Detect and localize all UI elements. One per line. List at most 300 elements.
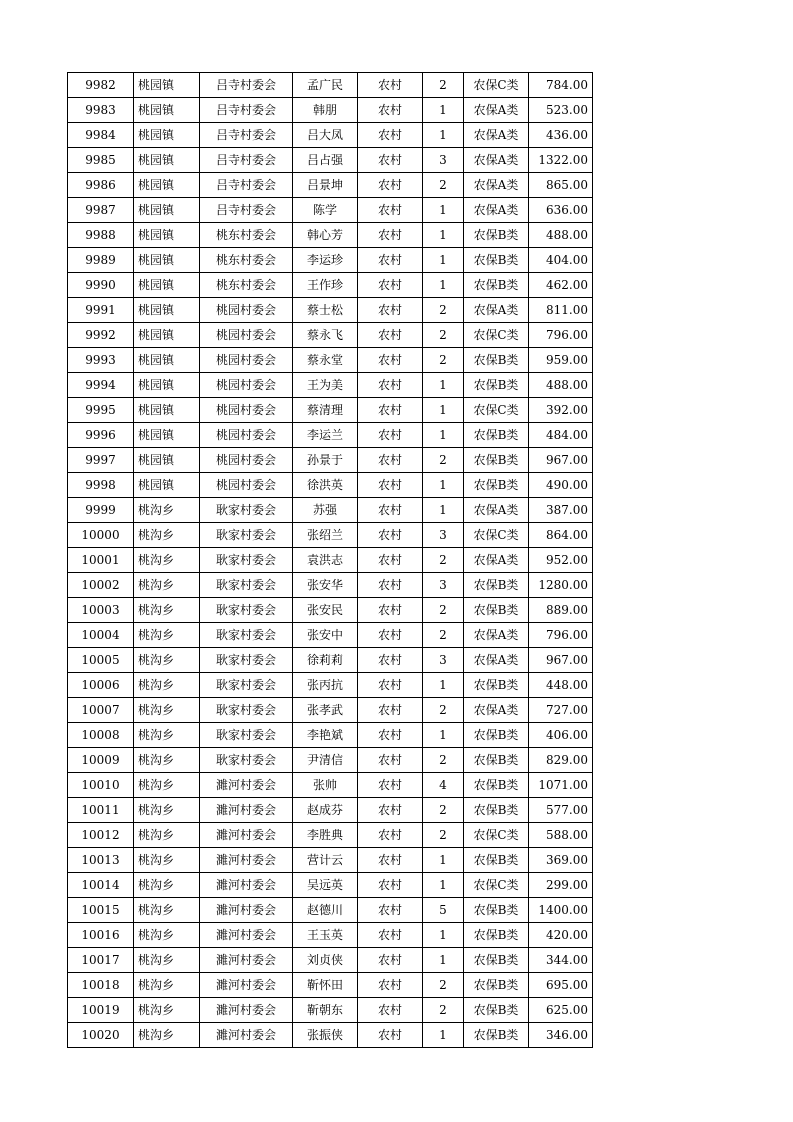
residence-type-cell: 农村	[358, 398, 423, 423]
insurance-category-cell: 农保A类	[464, 623, 529, 648]
person-name-cell: 韩心芳	[293, 223, 358, 248]
person-name-cell: 孟广民	[293, 73, 358, 98]
village-committee-cell: 濉河村委会	[200, 898, 293, 923]
record-number-cell: 9992	[68, 323, 134, 348]
township-cell: 桃沟乡	[134, 823, 200, 848]
household-count-cell: 3	[423, 573, 464, 598]
person-name-cell: 吕景坤	[293, 173, 358, 198]
residence-type-cell: 农村	[358, 98, 423, 123]
township-cell: 桃园镇	[134, 373, 200, 398]
amount-cell: 577.00	[529, 798, 593, 823]
record-number-cell: 9999	[68, 498, 134, 523]
residence-type-cell: 农村	[358, 1023, 423, 1048]
amount-cell: 864.00	[529, 523, 593, 548]
village-committee-cell: 耿家村委会	[200, 548, 293, 573]
household-table	[67, 72, 593, 1048]
amount-cell: 406.00	[529, 723, 593, 748]
person-name-cell: 赵成芬	[293, 798, 358, 823]
table-row	[68, 273, 593, 298]
amount-cell: 727.00	[529, 698, 593, 723]
table-row	[68, 948, 593, 973]
amount-cell: 796.00	[529, 623, 593, 648]
table-row	[68, 173, 593, 198]
amount-cell: 784.00	[529, 73, 593, 98]
residence-type-cell: 农村	[358, 173, 423, 198]
amount-cell: 959.00	[529, 348, 593, 373]
record-number-cell: 10010	[68, 773, 134, 798]
village-committee-cell: 濉河村委会	[200, 948, 293, 973]
household-count-cell: 2	[423, 823, 464, 848]
record-number-cell: 10015	[68, 898, 134, 923]
village-committee-cell: 耿家村委会	[200, 498, 293, 523]
record-number-cell: 10014	[68, 873, 134, 898]
table-row	[68, 398, 593, 423]
amount-cell: 448.00	[529, 673, 593, 698]
household-count-cell: 2	[423, 548, 464, 573]
table-row	[68, 823, 593, 848]
record-number-cell: 9983	[68, 98, 134, 123]
record-number-cell: 10001	[68, 548, 134, 573]
table-row	[68, 573, 593, 598]
amount-cell: 811.00	[529, 298, 593, 323]
amount-cell: 369.00	[529, 848, 593, 873]
table-row	[68, 498, 593, 523]
village-committee-cell: 耿家村委会	[200, 673, 293, 698]
record-number-cell: 10020	[68, 1023, 134, 1048]
insurance-category-cell: 农保B类	[464, 248, 529, 273]
person-name-cell: 李运兰	[293, 423, 358, 448]
insurance-category-cell: 农保B类	[464, 473, 529, 498]
village-committee-cell: 耿家村委会	[200, 573, 293, 598]
household-count-cell: 1	[423, 248, 464, 273]
amount-cell: 488.00	[529, 373, 593, 398]
amount-cell: 829.00	[529, 748, 593, 773]
residence-type-cell: 农村	[358, 348, 423, 373]
village-committee-cell: 吕寺村委会	[200, 73, 293, 98]
household-count-cell: 1	[423, 98, 464, 123]
insurance-category-cell: 农保C类	[464, 523, 529, 548]
household-count-cell: 1	[423, 848, 464, 873]
person-name-cell: 孙景于	[293, 448, 358, 473]
village-committee-cell: 耿家村委会	[200, 623, 293, 648]
table-row	[68, 98, 593, 123]
record-number-cell: 10017	[68, 948, 134, 973]
table-row	[68, 73, 593, 98]
township-cell: 桃园镇	[134, 198, 200, 223]
township-cell: 桃园镇	[134, 423, 200, 448]
table-row	[68, 973, 593, 998]
amount-cell: 1322.00	[529, 148, 593, 173]
insurance-category-cell: 农保B类	[464, 848, 529, 873]
amount-cell: 346.00	[529, 1023, 593, 1048]
township-cell: 桃沟乡	[134, 748, 200, 773]
household-count-cell: 3	[423, 148, 464, 173]
person-name-cell: 蔡士松	[293, 298, 358, 323]
table-row	[68, 148, 593, 173]
township-cell: 桃园镇	[134, 123, 200, 148]
table-row	[68, 248, 593, 273]
person-name-cell: 李胜典	[293, 823, 358, 848]
insurance-category-cell: 农保A类	[464, 698, 529, 723]
insurance-category-cell: 农保B类	[464, 973, 529, 998]
household-count-cell: 2	[423, 798, 464, 823]
record-number-cell: 10016	[68, 923, 134, 948]
village-committee-cell: 耿家村委会	[200, 723, 293, 748]
residence-type-cell: 农村	[358, 723, 423, 748]
person-name-cell: 营计云	[293, 848, 358, 873]
record-number-cell: 10004	[68, 623, 134, 648]
household-count-cell: 1	[423, 373, 464, 398]
village-committee-cell: 濉河村委会	[200, 848, 293, 873]
insurance-category-cell: 农保C类	[464, 73, 529, 98]
village-committee-cell: 桃园村委会	[200, 373, 293, 398]
township-cell: 桃园镇	[134, 448, 200, 473]
amount-cell: 588.00	[529, 823, 593, 848]
record-number-cell: 10003	[68, 598, 134, 623]
record-number-cell: 9982	[68, 73, 134, 98]
insurance-category-cell: 农保B类	[464, 423, 529, 448]
township-cell: 桃沟乡	[134, 648, 200, 673]
table-row	[68, 348, 593, 373]
township-cell: 桃沟乡	[134, 998, 200, 1023]
insurance-category-cell: 农保A类	[464, 98, 529, 123]
residence-type-cell: 农村	[358, 848, 423, 873]
insurance-category-cell: 农保B类	[464, 1023, 529, 1048]
record-number-cell: 9993	[68, 348, 134, 373]
residence-type-cell: 农村	[358, 473, 423, 498]
household-count-cell: 2	[423, 598, 464, 623]
insurance-category-cell: 农保B类	[464, 273, 529, 298]
person-name-cell: 赵德川	[293, 898, 358, 923]
person-name-cell: 王玉英	[293, 923, 358, 948]
residence-type-cell: 农村	[358, 423, 423, 448]
record-number-cell: 9995	[68, 398, 134, 423]
township-cell: 桃沟乡	[134, 773, 200, 798]
township-cell: 桃园镇	[134, 398, 200, 423]
residence-type-cell: 农村	[358, 273, 423, 298]
household-count-cell: 2	[423, 298, 464, 323]
residence-type-cell: 农村	[358, 648, 423, 673]
insurance-category-cell: 农保B类	[464, 998, 529, 1023]
amount-cell: 523.00	[529, 98, 593, 123]
residence-type-cell: 农村	[358, 498, 423, 523]
record-number-cell: 10007	[68, 698, 134, 723]
insurance-category-cell: 农保A类	[464, 548, 529, 573]
household-count-cell: 5	[423, 898, 464, 923]
household-count-cell: 2	[423, 748, 464, 773]
person-name-cell: 徐洪英	[293, 473, 358, 498]
township-cell: 桃沟乡	[134, 873, 200, 898]
household-count-cell: 2	[423, 448, 464, 473]
township-cell: 桃沟乡	[134, 898, 200, 923]
record-number-cell: 9998	[68, 473, 134, 498]
amount-cell: 967.00	[529, 448, 593, 473]
household-count-cell: 1	[423, 1023, 464, 1048]
table-row	[68, 873, 593, 898]
residence-type-cell: 农村	[358, 698, 423, 723]
amount-cell: 967.00	[529, 648, 593, 673]
person-name-cell: 靳朝东	[293, 998, 358, 1023]
person-name-cell: 李艳斌	[293, 723, 358, 748]
village-committee-cell: 桃园村委会	[200, 398, 293, 423]
township-cell: 桃沟乡	[134, 498, 200, 523]
household-count-cell: 2	[423, 348, 464, 373]
village-committee-cell: 濉河村委会	[200, 773, 293, 798]
record-number-cell: 10008	[68, 723, 134, 748]
table-row	[68, 473, 593, 498]
table-row	[68, 448, 593, 473]
table-row	[68, 773, 593, 798]
residence-type-cell: 农村	[358, 673, 423, 698]
residence-type-cell: 农村	[358, 298, 423, 323]
township-cell: 桃沟乡	[134, 523, 200, 548]
amount-cell: 462.00	[529, 273, 593, 298]
table-row	[68, 623, 593, 648]
household-count-cell: 1	[423, 473, 464, 498]
township-cell: 桃园镇	[134, 248, 200, 273]
record-number-cell: 10019	[68, 998, 134, 1023]
record-number-cell: 10018	[68, 973, 134, 998]
village-committee-cell: 濉河村委会	[200, 1023, 293, 1048]
insurance-category-cell: 农保B类	[464, 898, 529, 923]
table-row	[68, 1023, 593, 1048]
table-row	[68, 648, 593, 673]
table-row	[68, 523, 593, 548]
village-committee-cell: 桃园村委会	[200, 348, 293, 373]
person-name-cell: 靳怀田	[293, 973, 358, 998]
person-name-cell: 陈学	[293, 198, 358, 223]
person-name-cell: 张丙抗	[293, 673, 358, 698]
residence-type-cell: 农村	[358, 823, 423, 848]
insurance-category-cell: 农保B类	[464, 573, 529, 598]
residence-type-cell: 农村	[358, 623, 423, 648]
record-number-cell: 10005	[68, 648, 134, 673]
record-number-cell: 10012	[68, 823, 134, 848]
village-committee-cell: 桃东村委会	[200, 248, 293, 273]
village-committee-cell: 耿家村委会	[200, 523, 293, 548]
insurance-category-cell: 农保B类	[464, 948, 529, 973]
person-name-cell: 吕大凤	[293, 123, 358, 148]
insurance-category-cell: 农保B类	[464, 773, 529, 798]
village-committee-cell: 吕寺村委会	[200, 148, 293, 173]
township-cell: 桃园镇	[134, 73, 200, 98]
residence-type-cell: 农村	[358, 148, 423, 173]
insurance-category-cell: 农保A类	[464, 198, 529, 223]
record-number-cell: 10002	[68, 573, 134, 598]
person-name-cell: 张绍兰	[293, 523, 358, 548]
household-count-cell: 1	[423, 423, 464, 448]
insurance-category-cell: 农保B类	[464, 923, 529, 948]
township-cell: 桃园镇	[134, 323, 200, 348]
table-row	[68, 298, 593, 323]
village-committee-cell: 桃园村委会	[200, 448, 293, 473]
township-cell: 桃沟乡	[134, 598, 200, 623]
insurance-category-cell: 农保C类	[464, 323, 529, 348]
person-name-cell: 张安华	[293, 573, 358, 598]
township-cell: 桃园镇	[134, 473, 200, 498]
village-committee-cell: 濉河村委会	[200, 973, 293, 998]
township-cell: 桃园镇	[134, 223, 200, 248]
household-count-cell: 2	[423, 698, 464, 723]
person-name-cell: 苏强	[293, 498, 358, 523]
person-name-cell: 刘贞侠	[293, 948, 358, 973]
village-committee-cell: 桃园村委会	[200, 298, 293, 323]
table-row	[68, 898, 593, 923]
village-committee-cell: 吕寺村委会	[200, 173, 293, 198]
household-count-cell: 2	[423, 623, 464, 648]
household-count-cell: 1	[423, 948, 464, 973]
amount-cell: 484.00	[529, 423, 593, 448]
household-count-cell: 2	[423, 973, 464, 998]
insurance-category-cell: 农保A类	[464, 648, 529, 673]
village-committee-cell: 吕寺村委会	[200, 198, 293, 223]
table-row	[68, 123, 593, 148]
table-row	[68, 698, 593, 723]
village-committee-cell: 桃东村委会	[200, 273, 293, 298]
table-body	[68, 73, 593, 1048]
person-name-cell: 韩朋	[293, 98, 358, 123]
person-name-cell: 蔡清理	[293, 398, 358, 423]
township-cell: 桃园镇	[134, 298, 200, 323]
person-name-cell: 袁洪志	[293, 548, 358, 573]
amount-cell: 796.00	[529, 323, 593, 348]
insurance-category-cell: 农保B类	[464, 223, 529, 248]
insurance-category-cell: 农保B类	[464, 448, 529, 473]
residence-type-cell: 农村	[358, 948, 423, 973]
amount-cell: 695.00	[529, 973, 593, 998]
insurance-category-cell: 农保C类	[464, 398, 529, 423]
person-name-cell: 王为美	[293, 373, 358, 398]
residence-type-cell: 农村	[358, 773, 423, 798]
amount-cell: 1280.00	[529, 573, 593, 598]
table-row	[68, 323, 593, 348]
record-number-cell: 9997	[68, 448, 134, 473]
household-count-cell: 1	[423, 398, 464, 423]
township-cell: 桃园镇	[134, 348, 200, 373]
insurance-category-cell: 农保B类	[464, 598, 529, 623]
residence-type-cell: 农村	[358, 573, 423, 598]
person-name-cell: 张安民	[293, 598, 358, 623]
township-cell: 桃沟乡	[134, 548, 200, 573]
record-number-cell: 10011	[68, 798, 134, 823]
insurance-category-cell: 农保B类	[464, 748, 529, 773]
table-row	[68, 798, 593, 823]
amount-cell: 392.00	[529, 398, 593, 423]
residence-type-cell: 农村	[358, 123, 423, 148]
residence-type-cell: 农村	[358, 323, 423, 348]
residence-type-cell: 农村	[358, 248, 423, 273]
amount-cell: 865.00	[529, 173, 593, 198]
residence-type-cell: 农村	[358, 598, 423, 623]
household-count-cell: 1	[423, 673, 464, 698]
village-committee-cell: 吕寺村委会	[200, 123, 293, 148]
table-row	[68, 223, 593, 248]
residence-type-cell: 农村	[358, 448, 423, 473]
amount-cell: 387.00	[529, 498, 593, 523]
amount-cell: 1400.00	[529, 898, 593, 923]
household-count-cell: 2	[423, 998, 464, 1023]
table-row	[68, 373, 593, 398]
table-row	[68, 998, 593, 1023]
table-row	[68, 548, 593, 573]
household-count-cell: 2	[423, 323, 464, 348]
person-name-cell: 张振侠	[293, 1023, 358, 1048]
township-cell: 桃园镇	[134, 148, 200, 173]
table-row	[68, 848, 593, 873]
record-number-cell: 9996	[68, 423, 134, 448]
insurance-category-cell: 农保A类	[464, 148, 529, 173]
person-name-cell: 张帅	[293, 773, 358, 798]
village-committee-cell: 桃东村委会	[200, 223, 293, 248]
insurance-category-cell: 农保B类	[464, 798, 529, 823]
record-number-cell: 10000	[68, 523, 134, 548]
person-name-cell: 王作珍	[293, 273, 358, 298]
insurance-category-cell: 农保B类	[464, 348, 529, 373]
village-committee-cell: 耿家村委会	[200, 598, 293, 623]
amount-cell: 404.00	[529, 248, 593, 273]
person-name-cell: 吕占强	[293, 148, 358, 173]
amount-cell: 490.00	[529, 473, 593, 498]
table-row	[68, 748, 593, 773]
table-row	[68, 598, 593, 623]
table-row	[68, 423, 593, 448]
amount-cell: 636.00	[529, 198, 593, 223]
township-cell: 桃沟乡	[134, 623, 200, 648]
household-count-cell: 1	[423, 498, 464, 523]
village-committee-cell: 桃园村委会	[200, 323, 293, 348]
record-number-cell: 10013	[68, 848, 134, 873]
household-count-cell: 1	[423, 198, 464, 223]
table-row	[68, 723, 593, 748]
amount-cell: 436.00	[529, 123, 593, 148]
record-number-cell: 9989	[68, 248, 134, 273]
village-committee-cell: 耿家村委会	[200, 748, 293, 773]
residence-type-cell: 农村	[358, 898, 423, 923]
residence-type-cell: 农村	[358, 923, 423, 948]
household-count-cell: 1	[423, 723, 464, 748]
residence-type-cell: 农村	[358, 998, 423, 1023]
township-cell: 桃园镇	[134, 273, 200, 298]
township-cell: 桃沟乡	[134, 848, 200, 873]
record-number-cell: 9990	[68, 273, 134, 298]
township-cell: 桃沟乡	[134, 923, 200, 948]
township-cell: 桃沟乡	[134, 1023, 200, 1048]
person-name-cell: 张孝武	[293, 698, 358, 723]
village-committee-cell: 桃园村委会	[200, 423, 293, 448]
person-name-cell: 张安中	[293, 623, 358, 648]
record-number-cell: 9987	[68, 198, 134, 223]
residence-type-cell: 农村	[358, 873, 423, 898]
record-number-cell: 9986	[68, 173, 134, 198]
amount-cell: 952.00	[529, 548, 593, 573]
amount-cell: 420.00	[529, 923, 593, 948]
household-count-cell: 1	[423, 273, 464, 298]
insurance-category-cell: 农保B类	[464, 673, 529, 698]
household-count-cell: 2	[423, 173, 464, 198]
township-cell: 桃园镇	[134, 173, 200, 198]
village-committee-cell: 濉河村委会	[200, 998, 293, 1023]
township-cell: 桃沟乡	[134, 973, 200, 998]
insurance-category-cell: 农保C类	[464, 873, 529, 898]
township-cell: 桃沟乡	[134, 698, 200, 723]
residence-type-cell: 农村	[358, 798, 423, 823]
insurance-category-cell: 农保A类	[464, 498, 529, 523]
village-committee-cell: 桃园村委会	[200, 473, 293, 498]
village-committee-cell: 耿家村委会	[200, 698, 293, 723]
amount-cell: 625.00	[529, 998, 593, 1023]
insurance-category-cell: 农保A类	[464, 173, 529, 198]
insurance-category-cell: 农保A类	[464, 123, 529, 148]
